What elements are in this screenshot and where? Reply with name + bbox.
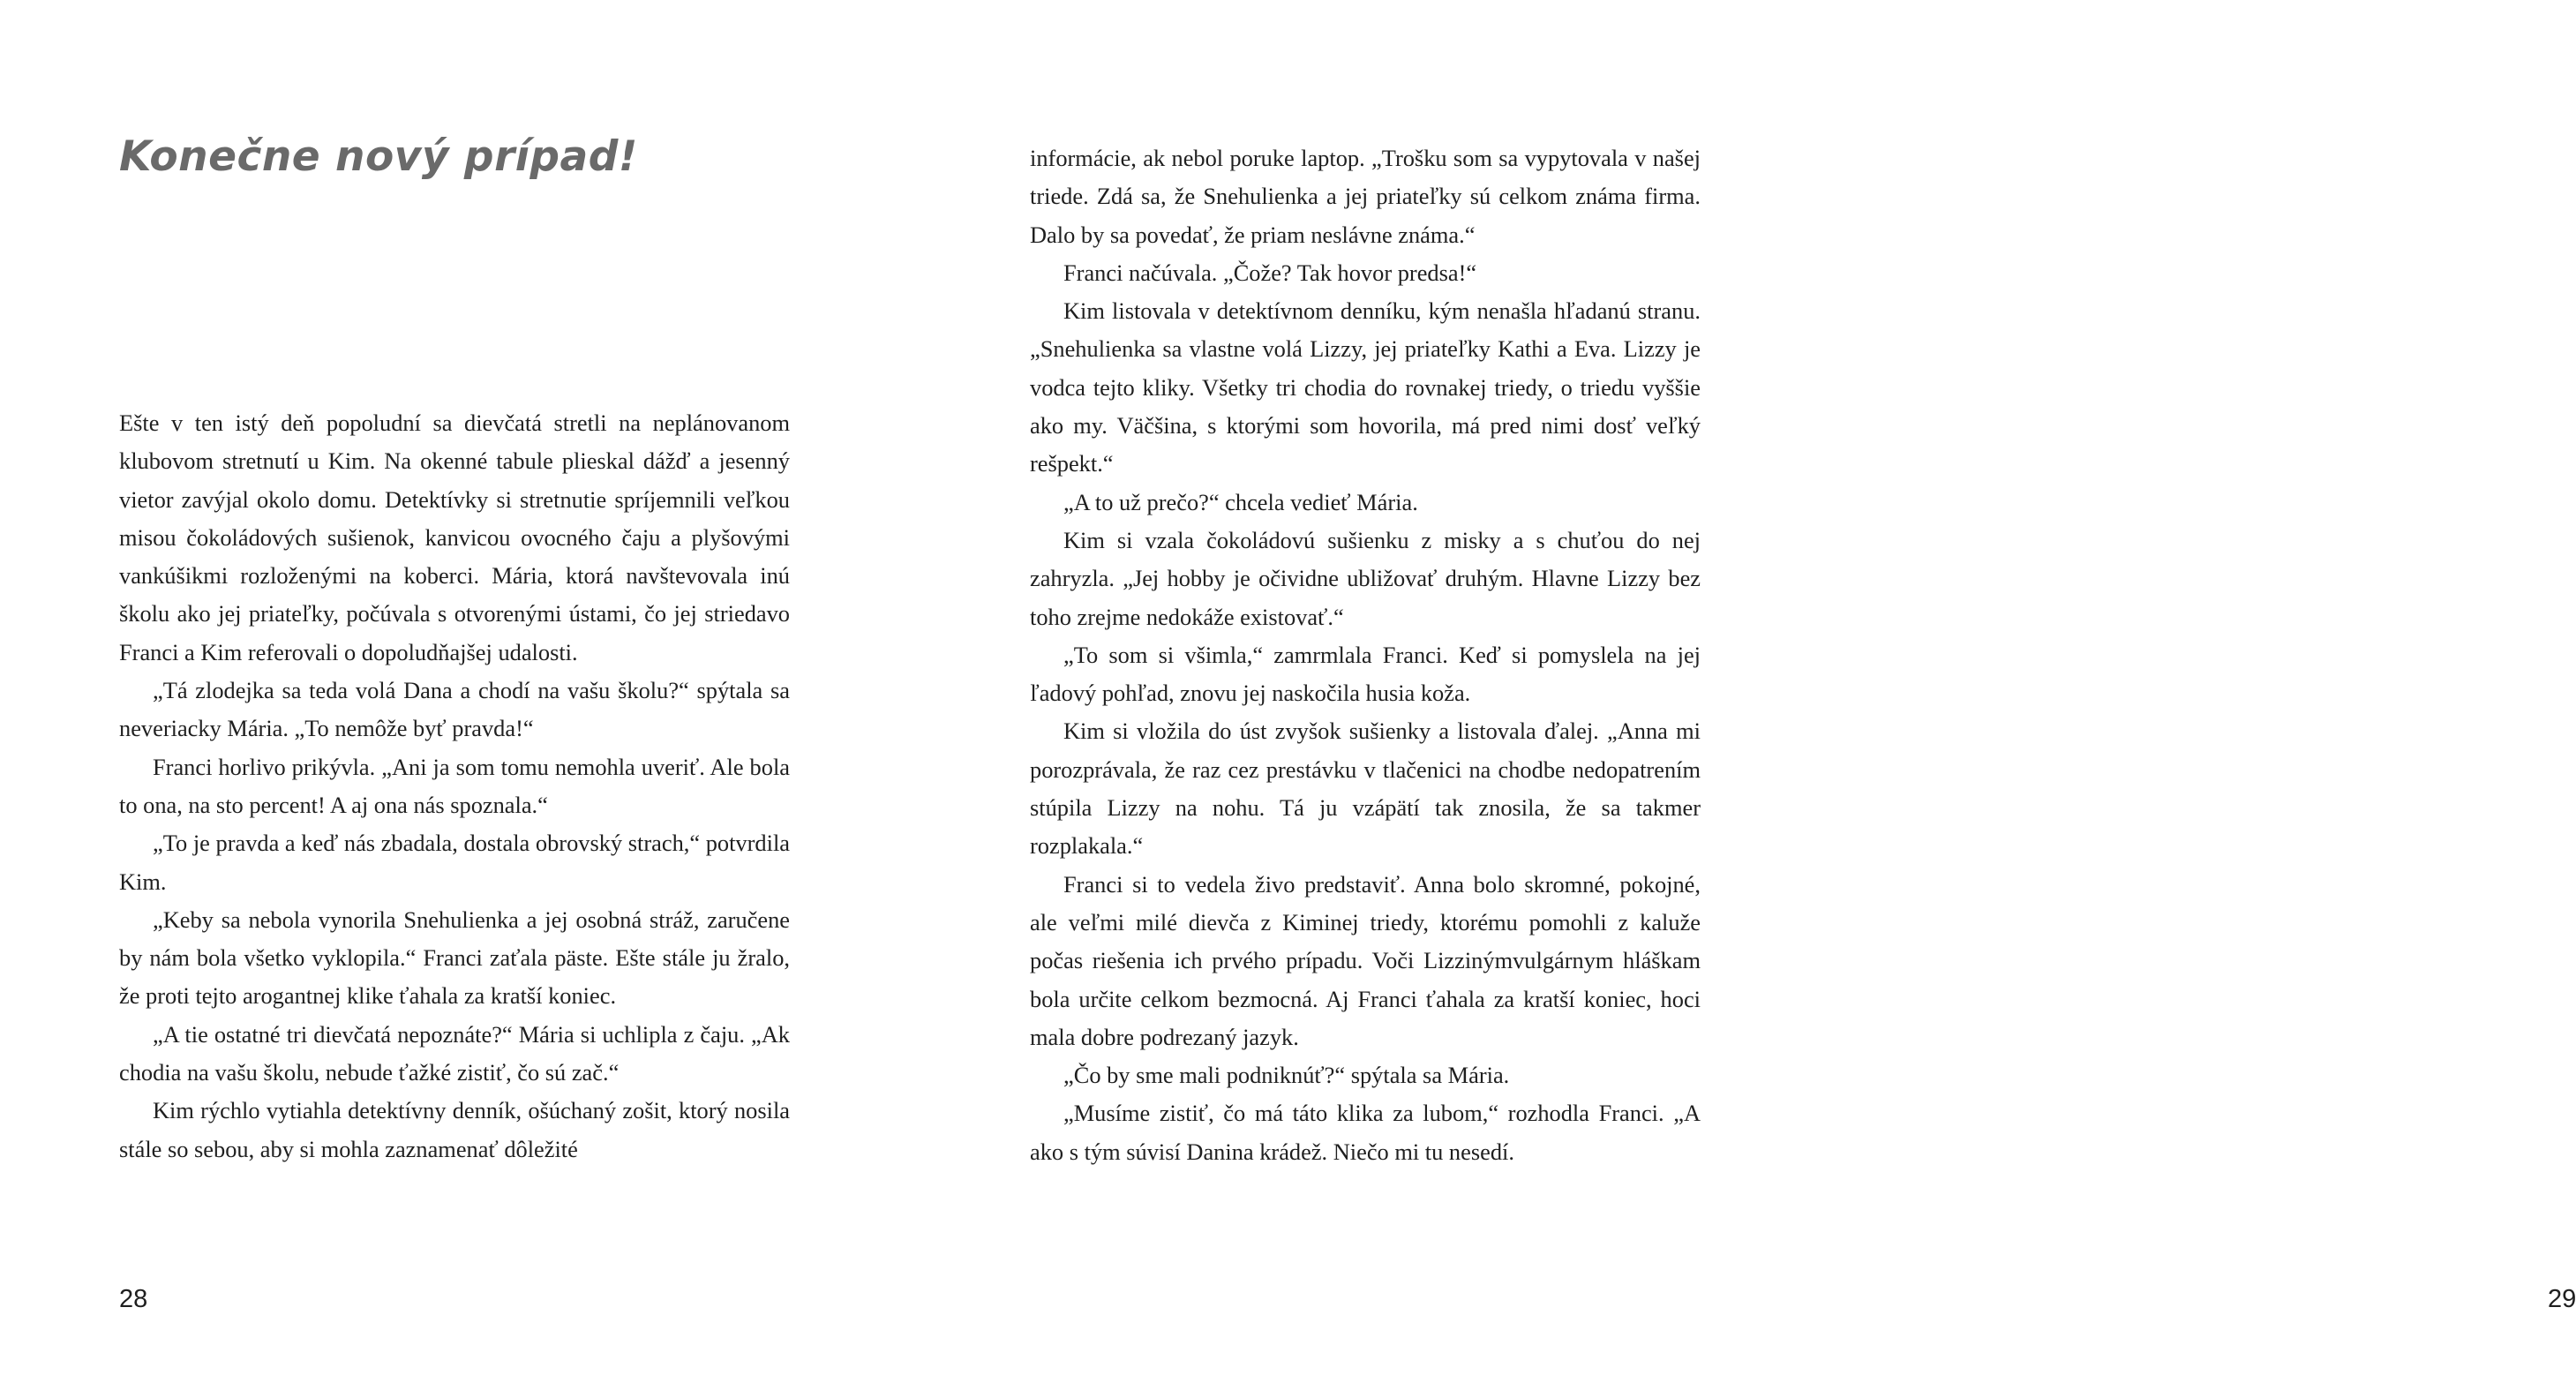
- paragraph: Kim si vzala čokoládovú sušienku z misky a s chuťou do nej zahryzla. „Jej hobby je očividne ubližovať druhým. Hlavne Lizzy bez toho zrejme nedokáže existovať.“: [1030, 526, 1701, 630]
- paragraph: „To je pravda a keď nás zbadala, dostala obrovský strach,“ potvrdila Kim.: [119, 830, 790, 895]
- paragraph: informácie, ak nebol poruke laptop. „Trošku som sa vypytovala v našej triede. Zdá sa, že Snehulienka a jej priateľky sú celkom známa firma. Dalo by sa povedať, že priam neslávne známa.“: [1030, 145, 1701, 248]
- paragraph: Franci si to vedela živo predstaviť. Anna bolo skromné, pokojné, ale veľmi milé dievča z Kiminej triedy, ktorému pomohli z kaluže počas riešenia ich prvého prípadu. Voči Lizzinýmvulgárnym hláškam bola určite celkom bezmocná. Aj Franci ťahala za kratší koniec, hoci mala dobre podrezaný jazyk.: [1030, 870, 1701, 1050]
- right-page-text: [1030, 139, 1701, 1171]
- left-page: [0, 0, 904, 1390]
- paragraph: Kim si vložila do úst zvyšok sušienky a listovala ďalej. „Anna mi porozprávala, že raz cez prestávku v tlačenici na chodbe nedopatrením stúpila Lizzy na nohu. Tá ju vzápätí tak znosila, že sa takmer rozplakala.“: [1030, 718, 1701, 860]
- paragraph: Kim rýchlo vytiahla detektívny denník, ošúchaný zošit, ktorý nosila stále so sebou, aby si mohla zaznamenať dôležité: [119, 1097, 790, 1162]
- paragraph: Ešte v ten istý deň popoludní sa dievčatá stretli na neplánovanom klubovom stretnutí u Kim. Na okenné tabule plieskal dážď a jesenný vietor zavýjal okolo domu. Detektívky si stretnutie spríjemnili veľkou misou čokoládových sušienok, kanvicou ovocného čaju a plyšovými vankúšikmi rozloženými na koberci. Mária, ktorá navštevovala inú školu ako jej priateľky, počúvala s otvorenými ústami, čo jej striedavo Franci a Kim referovali o dopoludňajšej udalosti.: [119, 409, 790, 665]
- paragraph: Franci horlivo prikývla. „Ani ja som tomu nemohla uveriť. Ale bola to ona, na sto percent! A aj ona nás spoznala.“: [119, 753, 790, 818]
- paragraph: Kim listovala v detektívnom denníku, kým nenašla hľadanú stranu. „Snehulienka sa vlastne volá Lizzy, jej priateľky Kathi a Eva. Lizzy je vodca tejto kliky. Všetky tri chodia do rovnakej triedy, o triedu vyššie ako my. Väčšina, s ktorými som hovorila, má pred nimi dosť veľký rešpekt.“: [1030, 297, 1701, 477]
- paragraph: „A tie ostatné tri dievčatá nepoznáte?“ Mária si uchlipla z čaju. „Ak chodia na vašu školu, nebude ťažké zistiť, čo sú zač.“: [119, 1020, 790, 1086]
- paragraph: „Musíme zistiť, čo má táto klika za lubom,“ rozhodla Franci. „A ako s tým súvisí Danina krádež. Niečo mi tu nesedí.: [1030, 1100, 1701, 1165]
- paragraph: Franci načúvala. „Čože? Tak hovor predsa!“: [1063, 259, 1477, 286]
- right-page: [904, 0, 2576, 1390]
- paragraph: „To som si všimla,“ zamrmlala Franci. Keď si pomyslela na jej ľadový pohľad, znovu jej naskočila husia koža.: [1030, 641, 1701, 707]
- paragraph: „Tá zlodejka sa teda volá Dana a chodí na vašu školu?“ spýtala sa neveriacky Mária. „To nemôže byť pravda!“: [119, 677, 790, 742]
- page-number-right: 29: [2548, 1285, 2576, 1313]
- chapter-title: Konečne nový prípad!: [119, 132, 638, 181]
- left-page-text: [119, 404, 790, 1168]
- page-number-left: 28: [119, 1285, 148, 1313]
- paragraph: „Čo by sme mali podniknúť?“ spýtala sa Mária.: [1063, 1062, 1510, 1089]
- paragraph: „Keby sa nebola vynorila Snehulienka a jej osobná stráž, zaručene by nám bola všetko vyklopila.“ Franci zaťala päste. Ešte stále ju žralo, že proti tejto arogantnej klike ťahala za kratší koniec.: [119, 905, 790, 1010]
- paragraph: „A to už prečo?“ chcela vedieť Mária.: [1063, 488, 1418, 515]
